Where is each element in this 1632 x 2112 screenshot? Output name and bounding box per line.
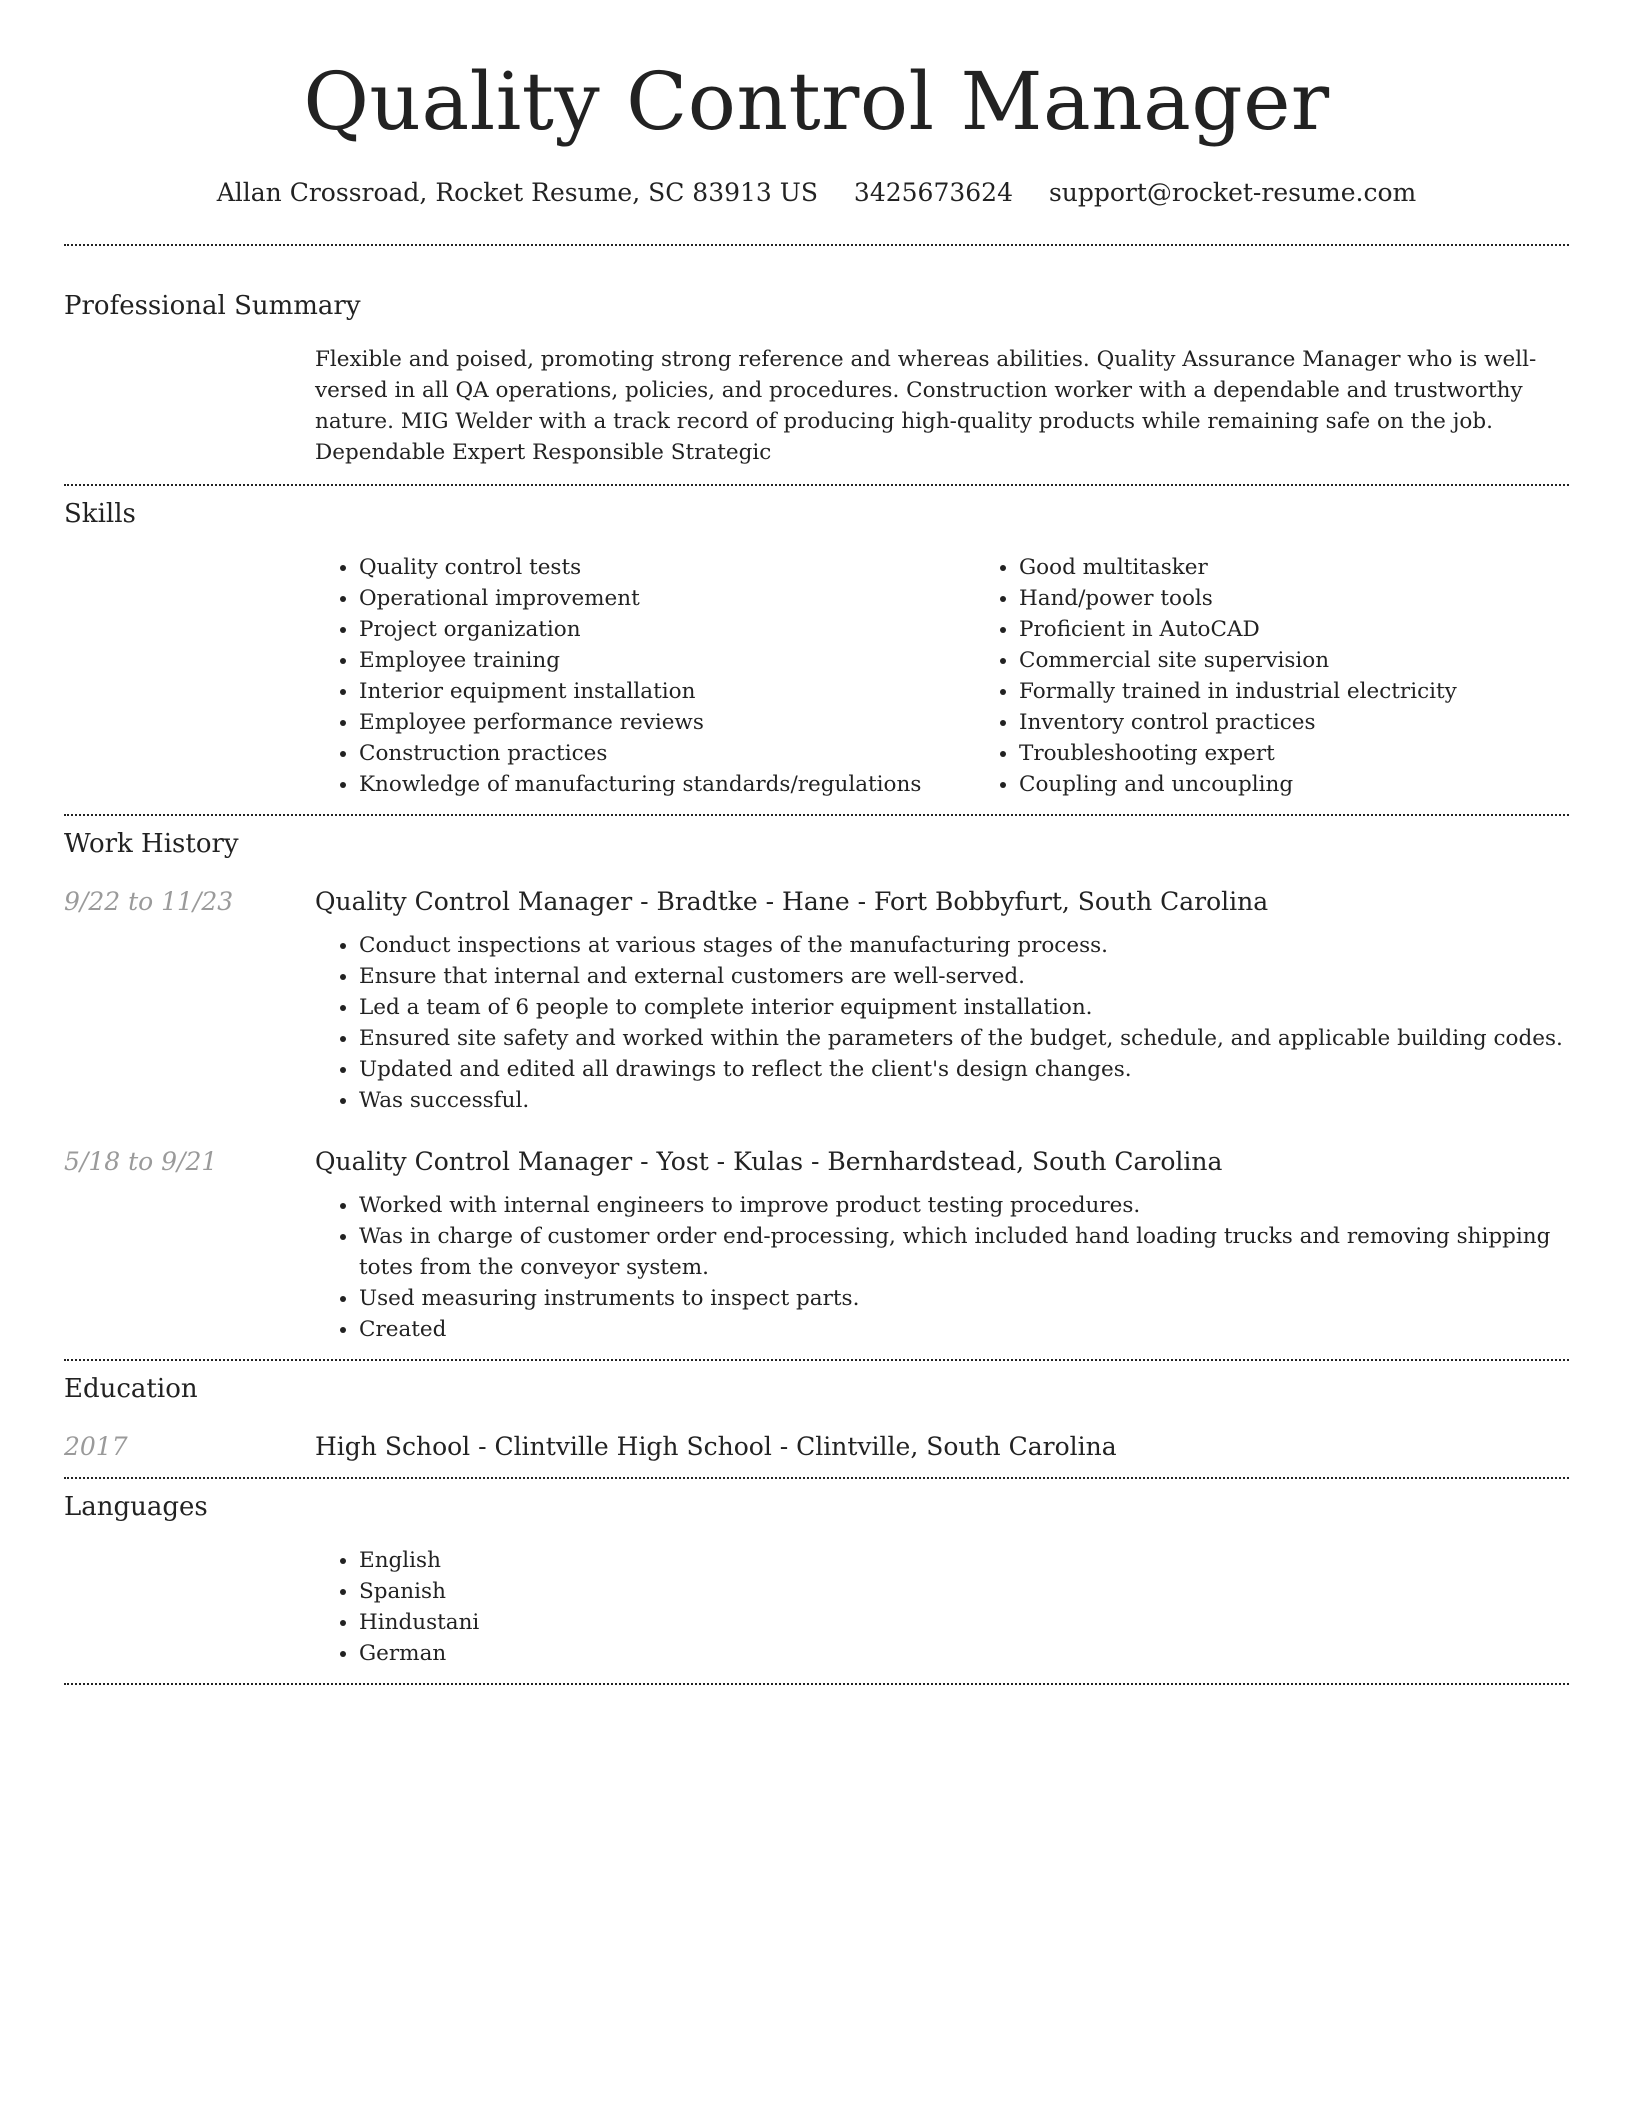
- skill-item: • Interior equipment installation: [359, 676, 975, 707]
- summary-section: [64, 246, 1569, 468]
- work-history-title: Work History: [64, 829, 239, 859]
- language-item: • German: [359, 1638, 1569, 1669]
- skill-item: • Formally trained in industrial electricity: [1019, 676, 1569, 707]
- job-bullet: • Conduct inspections at various stages of the manufacturing process.: [359, 930, 1569, 961]
- skills-section: [64, 486, 1569, 800]
- skill-item: • Knowledge of manufacturing standards/regulations: [359, 769, 975, 800]
- languages-list: [315, 1545, 1569, 1669]
- job-entry: [64, 884, 1569, 1116]
- languages-title: Languages: [64, 1492, 208, 1522]
- skill-item: • Project organization: [359, 614, 975, 645]
- job-header-row: [64, 1144, 1569, 1180]
- job-bullet: • Led a team of 6 people to complete interior equipment installation.: [359, 992, 1569, 1023]
- contact-phone: 3425673624: [853, 178, 1013, 207]
- skills-columns: [315, 552, 1569, 800]
- section-divider: [64, 1683, 1569, 1685]
- job-bullet: • Ensure that internal and external customers are well-served.: [359, 961, 1569, 992]
- skill-item: • Construction practices: [359, 738, 975, 769]
- skills-list-left: [315, 552, 975, 800]
- job-bullet: • Used measuring instruments to inspect parts.: [359, 1283, 1569, 1314]
- job-dates: 9/22 to 11/23: [64, 887, 234, 916]
- job-bullet: • Was in charge of customer order end-processing, which included hand loading trucks and removing shipping totes from the conveyor system.: [359, 1221, 1569, 1283]
- resume-header: [64, 0, 1569, 210]
- language-item: • Spanish: [359, 1576, 1569, 1607]
- job-entry: [64, 1144, 1569, 1345]
- job-heading: Quality Control Manager - Yost - Kulas - Bernhardstead, South Carolina: [315, 1147, 1223, 1176]
- skill-item: • Employee performance reviews: [359, 707, 975, 738]
- job-bullet: • Was successful.: [359, 1085, 1569, 1116]
- languages-list-wrap: [315, 1545, 1569, 1669]
- skill-item: • Employee training: [359, 645, 975, 676]
- job-dates: 5/18 to 9/21: [64, 1147, 218, 1176]
- skill-item: • Coupling and uncoupling: [1019, 769, 1569, 800]
- contact-email: support@rocket-resume.com: [1048, 178, 1417, 207]
- education-section: [64, 1361, 1569, 1465]
- job-header-row: [64, 884, 1569, 920]
- skill-item: • Good multitasker: [1019, 552, 1569, 583]
- job-bullets: [315, 1190, 1569, 1345]
- education-row: [64, 1429, 1569, 1465]
- job-bullet: • Worked with internal engineers to improve product testing procedures.: [359, 1190, 1569, 1221]
- contact-address: Allan Crossroad, Rocket Resume, SC 83913 US: [216, 178, 818, 207]
- job-heading: Quality Control Manager - Bradtke - Hane - Fort Bobbyfurt, South Carolina: [315, 887, 1269, 916]
- skill-item: • Proficient in AutoCAD: [1019, 614, 1569, 645]
- resume-page: [64, 0, 1569, 1685]
- language-item: • English: [359, 1545, 1569, 1576]
- education-title: Education: [64, 1374, 198, 1404]
- skills-list-right: [975, 552, 1569, 800]
- education-heading: High School - Clintville High School - Clintville, South Carolina: [315, 1432, 1117, 1461]
- summary-text: Flexible and poised, promoting strong reference and whereas abilities. Quality Assurance Manager who is well-versed in all QA operations, policies, and procedures. Construction worker with a dependable and trustworthy nature. MIG Welder with a track record of producing high-quality products while remaining safe on the job. Dependable Expert Responsible Strategic: [315, 347, 1537, 465]
- skills-title: Skills: [64, 499, 136, 529]
- skill-item: • Inventory control practices: [1019, 707, 1569, 738]
- contact-line: [64, 176, 1569, 210]
- skill-item: • Quality control tests: [359, 552, 975, 583]
- skill-item: • Hand/power tools: [1019, 583, 1569, 614]
- work-history-section: [64, 816, 1569, 1345]
- job-bullet: • Ensured site safety and worked within the parameters of the budget, schedule, and applicable building codes.: [359, 1023, 1569, 1054]
- resume-name: Quality Control Manager: [303, 55, 1330, 148]
- skill-item: • Commercial site supervision: [1019, 645, 1569, 676]
- skill-item: • Operational improvement: [359, 583, 975, 614]
- job-bullet: • Updated and edited all drawings to reflect the client's design changes.: [359, 1054, 1569, 1085]
- education-year: 2017: [64, 1432, 128, 1461]
- job-bullet: • Created: [359, 1314, 1569, 1345]
- languages-section: [64, 1479, 1569, 1669]
- job-bullets: [315, 930, 1569, 1116]
- skill-item: • Troubleshooting expert: [1019, 738, 1569, 769]
- summary-title: Professional Summary: [64, 291, 361, 321]
- language-item: • Hindustani: [359, 1607, 1569, 1638]
